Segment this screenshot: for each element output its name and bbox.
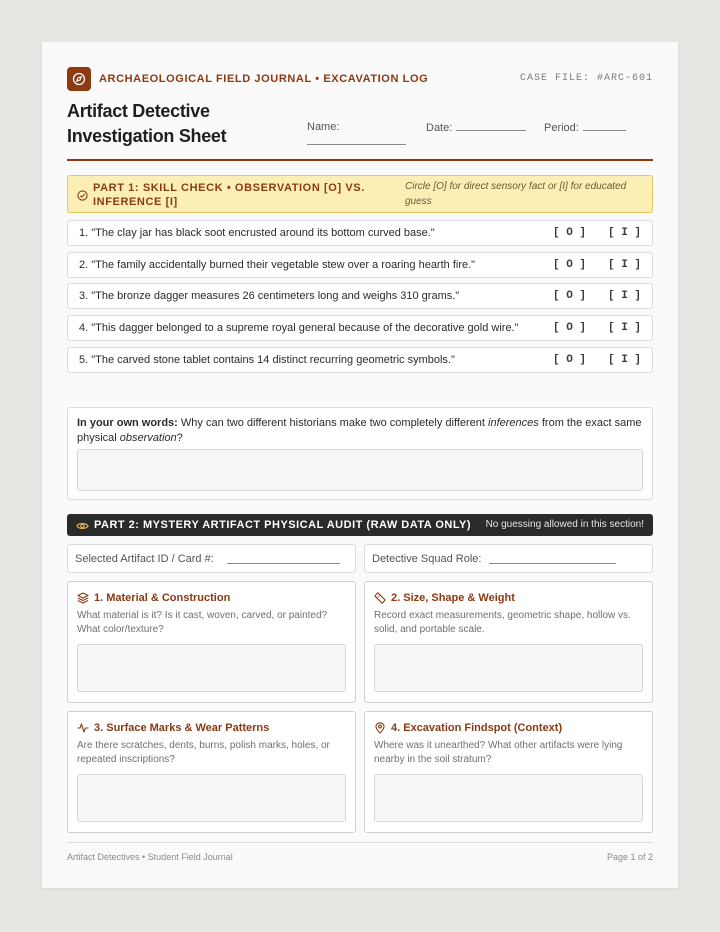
name-line[interactable] — [307, 144, 406, 145]
audit-card-surface — [67, 711, 356, 833]
layers-icon — [77, 592, 89, 604]
audit-card-material — [67, 581, 356, 703]
card-title: 4. Excavation Findspot (Context) — [391, 722, 563, 734]
part2-title: PART 2: MYSTERY ARTIFACT PHYSICAL AUDIT (RAW DATA ONLY) — [94, 519, 472, 531]
card-answer-box[interactable] — [374, 774, 643, 822]
card-title: 2. Size, Shape & Weight — [391, 592, 515, 604]
date-line[interactable] — [456, 121, 526, 131]
statement-row — [67, 347, 653, 373]
inference-option[interactable]: [ I ] — [608, 227, 642, 239]
footer-divider — [67, 842, 653, 843]
audit-card-size — [364, 581, 653, 703]
statement-row — [67, 220, 653, 246]
period-label: Period: — [544, 122, 579, 134]
check-circle-icon — [77, 188, 88, 206]
squad-role-field[interactable] — [364, 544, 653, 573]
reflection-lead: In your own words: — [77, 417, 178, 429]
reflection-answer-box[interactable] — [77, 449, 643, 491]
statement-text: 3. "The bronze dagger measures 26 centimeters long and weighs 310 grams." — [79, 290, 460, 302]
statement-row — [67, 315, 653, 341]
card-answer-box[interactable] — [77, 644, 346, 692]
header-divider — [67, 159, 653, 161]
observation-option[interactable]: [ O ] — [553, 322, 587, 334]
reflection-emphasis: observation — [119, 432, 177, 444]
observation-option[interactable]: [ O ] — [553, 227, 587, 239]
part1-instruction: Circle [O] for direct sensory fact or [I] for educated guess — [405, 181, 627, 207]
reflection-text: ? — [176, 432, 183, 444]
period-line[interactable] — [583, 121, 626, 131]
reflection-text: Why can two different historians make two completely different — [177, 417, 489, 429]
part1-banner — [67, 175, 653, 213]
squad-role-label: Detective Squad Role: — [372, 553, 482, 565]
activity-icon — [77, 722, 89, 734]
inference-option[interactable]: [ I ] — [608, 354, 642, 366]
reflection-text: from the exact same physical — [77, 417, 642, 444]
card-answer-box[interactable] — [374, 644, 643, 692]
statement-text: 1. "The clay jar has black soot encrusted around its bottom curved base." — [79, 227, 435, 239]
name-field[interactable] — [307, 121, 339, 133]
statement-row — [67, 252, 653, 278]
period-field[interactable] — [544, 121, 626, 134]
date-field[interactable] — [426, 121, 526, 134]
name-label: Name: — [307, 121, 340, 133]
card-answer-box[interactable] — [77, 774, 346, 822]
inference-option[interactable]: [ I ] — [608, 259, 642, 271]
case-file-number: CASE FILE: #ARC-601 — [519, 73, 653, 84]
worksheet-page — [42, 42, 678, 888]
reflection-emphasis: inferences — [488, 417, 539, 429]
artifact-id-field[interactable] — [67, 544, 356, 573]
reflection-prompt — [77, 416, 645, 446]
part1-title: PART 1: SKILL CHECK • OBSERVATION [O] VS. INFERENCE [I] — [93, 182, 365, 208]
part2-note: No guessing allowed in this section! — [485, 519, 644, 530]
part2-banner — [67, 514, 653, 536]
inference-option[interactable]: [ I ] — [608, 290, 642, 302]
eye-icon — [76, 519, 89, 537]
card-description: Are there scratches, dents, burns, polish marks, holes, or repeated inscriptions? — [77, 740, 330, 765]
statement-text: 2. "The family accidentally burned their vegetable stew over a roaring hearth fire." — [79, 259, 476, 271]
squad-role-line[interactable] — [489, 563, 616, 564]
card-description: Record exact measurements, geometric shape, hollow vs. solid, and portable scale. — [374, 610, 631, 635]
reflection-question — [67, 407, 653, 500]
artifact-id-line[interactable] — [227, 563, 340, 564]
ruler-icon — [374, 592, 386, 604]
inference-option[interactable]: [ I ] — [608, 322, 642, 334]
card-description: What material is it? Is it cast, woven, carved, or painted? What color/texture? — [77, 610, 328, 635]
compass-icon — [67, 67, 91, 91]
artifact-id-label: Selected Artifact ID / Card #: — [75, 553, 214, 565]
date-label: Date: — [426, 122, 453, 134]
footer-journal-name: Artifact Detectives • Student Field Journal — [67, 852, 233, 862]
page-title: Artifact Detective Investigation Sheet — [67, 101, 227, 146]
observation-option[interactable]: [ O ] — [553, 259, 587, 271]
card-title: 1. Material & Construction — [94, 592, 231, 604]
observation-option[interactable]: [ O ] — [553, 354, 587, 366]
audit-card-findspot — [364, 711, 653, 833]
card-description: Where was it unearthed? What other artifacts were lying nearby in the soil stratum? — [374, 740, 623, 765]
journal-brand-title: ARCHAEOLOGICAL FIELD JOURNAL • EXCAVATION LOG — [99, 73, 429, 85]
map-pin-icon — [374, 722, 386, 734]
statement-text: 4. "This dagger belonged to a supreme royal general because of the decorative gold wire." — [79, 322, 519, 334]
statement-text: 5. "The carved stone tablet contains 14 distinct recurring geometric symbols." — [79, 354, 455, 366]
brand-header — [67, 67, 428, 91]
statement-row — [67, 283, 653, 309]
page-number: Page 1 of 2 — [606, 852, 653, 862]
observation-option[interactable]: [ O ] — [553, 290, 587, 302]
card-title: 3. Surface Marks & Wear Patterns — [94, 722, 270, 734]
